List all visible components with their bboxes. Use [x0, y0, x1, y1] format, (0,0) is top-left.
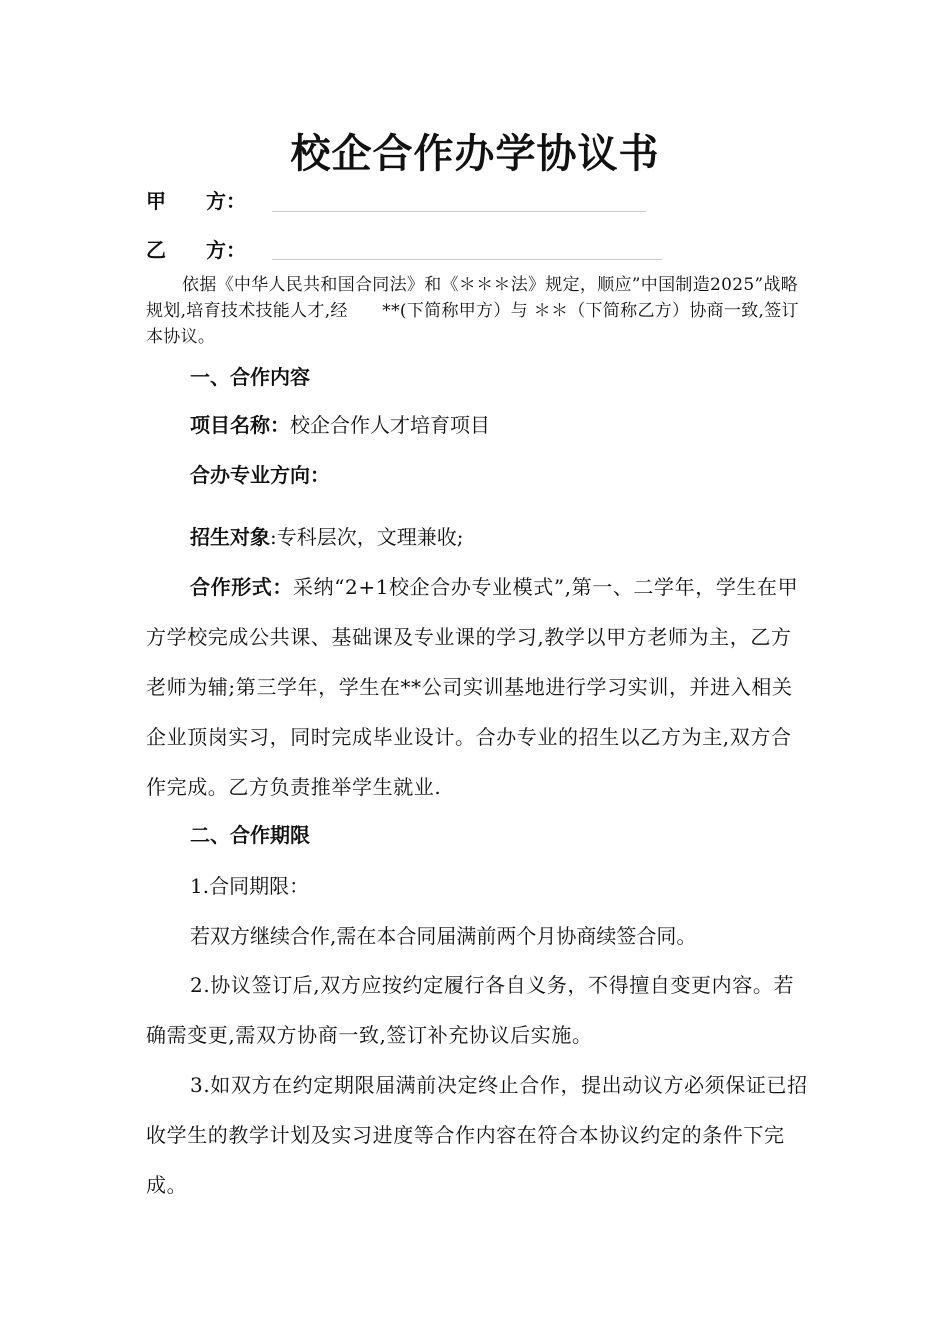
- section-1-heading: 一、合作内容: [190, 365, 310, 389]
- project-name-label: 项目名称：: [190, 413, 290, 437]
- cooperation-form-value: 采纳“2+1校企合办专业模式”,第一、二学年，学生在甲方学校完成公共课、基础课及专业课的学习,教学以甲方老师为主，乙方老师为辅;第三学年，学生在**公司实训基地进行学习实训，并进入相关企业顶岗实习，同时完成毕业设计。合办专业的招生以乙方为主,双方合作完成。乙方负责推举学生就业.: [146, 575, 799, 799]
- party-a-label: [146, 186, 246, 216]
- party-b-label-char: 乙: [146, 238, 166, 262]
- intro-paragraph: 依据《中华人民共和国合同法》和《＊＊＊法》规定，顺应”中国制造2025”战略规划,培育技术技能人才,经 **(下简称甲方）与 ＊＊（下简称乙方）协商一致,签订本协议。: [146, 275, 799, 347]
- document-title: 校企合作办学协议书: [290, 131, 660, 177]
- term-item-1-note: 若双方继续合作,需在本合同届满前两个月协商续签合同。: [190, 924, 697, 948]
- party-a-row: [146, 186, 246, 216]
- party-b-row: [146, 235, 246, 265]
- term-item-1: 1.合同期限：: [190, 874, 310, 898]
- enrollment-label: 招生对象: [190, 525, 270, 549]
- project-name-line: [190, 410, 810, 440]
- enrollment-line: [190, 522, 810, 552]
- enrollment-value: :专科层次，文理兼收;: [270, 525, 464, 549]
- party-b-label: [146, 235, 246, 265]
- project-name-value: 校企合作人才培育项目: [290, 413, 490, 437]
- term-item-2: 2.协议签订后,双方应按约定履行各自义务，不得擅自变更内容。若确需变更,需双方协商一致,签订补充协议后实施。: [146, 973, 795, 1047]
- party-a-label-char: 甲: [146, 189, 166, 213]
- cooperation-form-paragraph: [146, 562, 810, 812]
- party-b-blank-line: [272, 259, 662, 260]
- party-b-label-suffix: 方：: [206, 238, 246, 262]
- major-direction-label: 合办专业方向：: [190, 463, 330, 487]
- term-item-3: 3.如双方在约定期限届满前决定终止合作，提出动议方必须保证已招收学生的教学计划及实习进度等合作内容在符合本协议约定的条件下完成。: [146, 1073, 808, 1197]
- section-2-heading: 二、合作期限: [190, 823, 310, 847]
- cooperation-form-label: 合作形式：: [190, 575, 293, 599]
- party-a-blank-line: [272, 211, 646, 212]
- party-a-label-suffix: 方：: [206, 189, 246, 213]
